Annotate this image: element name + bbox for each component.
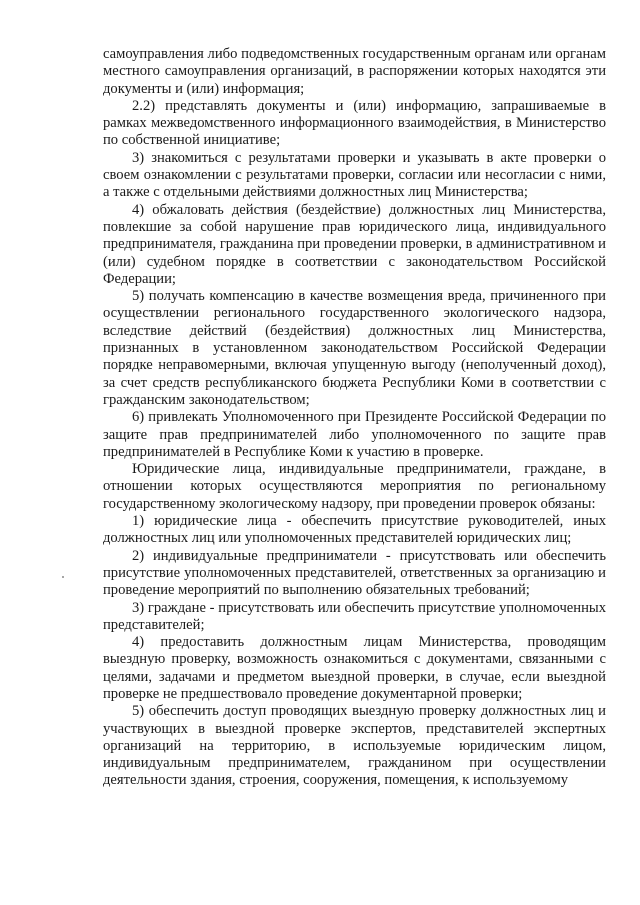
scan-speck <box>62 576 64 578</box>
paragraph-obligation-5: 5) обеспечить доступ проводящих выездную проверку должностных лиц и участвующих в выездной проверке экспертов, представителей экспертных организаций на территорию, в используемые юридическим лицом, индивидуальным предпринимателем, гражданином при осуществлении деятельности здания, строения, сооружения, помещения, к используемому <box>103 703 606 789</box>
paragraph-obligation-4: 4) предоставить должностным лицам Министерства, проводящим выездную проверку, возможность ознакомиться с документами, связанными с целями, задачами и предметом выездной проверки, в случае, если выездной проверке не предшествовало проведение документарной проверки; <box>103 634 606 702</box>
paragraph-continuation: самоуправления либо подведомственных государственным органам или органам местного самоуправления организаций, в распоряжении которых находятся эти документы и (или) информация; <box>103 46 606 97</box>
paragraph-item-2-2: 2.2) представлять документы и (или) информацию, запрашиваемые в рамках межведомственного информационного взаимодействия, в Министерство по собственной инициативе; <box>103 97 606 149</box>
paragraph-item-3: 3) знакомиться с результатами проверки и указывать в акте проверки о своем ознакомлении с результатами проверки, согласии или несогласии с ними, а также с отдельными действиями должностных лиц Министерства; <box>103 149 606 201</box>
paragraph-obligation-1: 1) юридические лица - обеспечить присутствие руководителей, иных должностных лиц или уполномоченных представителей юридических лиц; <box>103 513 606 547</box>
paragraph-obligation-2: 2) индивидуальные предприниматели - присутствовать или обеспечить присутствие уполномоченных представителей, ответственных за организацию и проведение мероприятий по выполнению обязательных требований; <box>103 547 606 599</box>
paragraph-obligation-3: 3) граждане - присутствовать или обеспечить присутствие уполномоченных представителей; <box>103 599 606 633</box>
paragraph-item-6: 6) привлекать Уполномоченного при Президенте Российской Федерации по защите прав предпринимателей либо уполномоченного по защите прав предпринимателей в Республике Коми к участию в проверке. <box>103 409 606 460</box>
paragraph-item-4: 4) обжаловать действия (бездействие) должностных лиц Министерства, повлекшие за собой нарушение прав юридического лица, индивидуального предпринимателя, гражданина при проведении проверки, в административном и (или) судебном порядке в соответствии с законодательством Российской Федерации; <box>103 201 606 287</box>
paragraph-obligations-intro: Юридические лица, индивидуальные предприниматели, граждане, в отношении которых осуществляются мероприятия по региональному государственному экологическому надзору, при проведении проверок обязаны: <box>103 461 606 512</box>
paragraph-item-5: 5) получать компенсацию в качестве возмещения вреда, причиненного при осуществлении регионального государственного экологического надзора, вследствие действий (бездействия) должностных лиц Министерства, признанных в установленном законодательством Российской Федерации порядке неправомерными, включая упущенную выгоду (неполученный доход), за счет средств республиканского бюджета Республики Коми в соответствии с гражданским законодательством; <box>103 288 606 408</box>
